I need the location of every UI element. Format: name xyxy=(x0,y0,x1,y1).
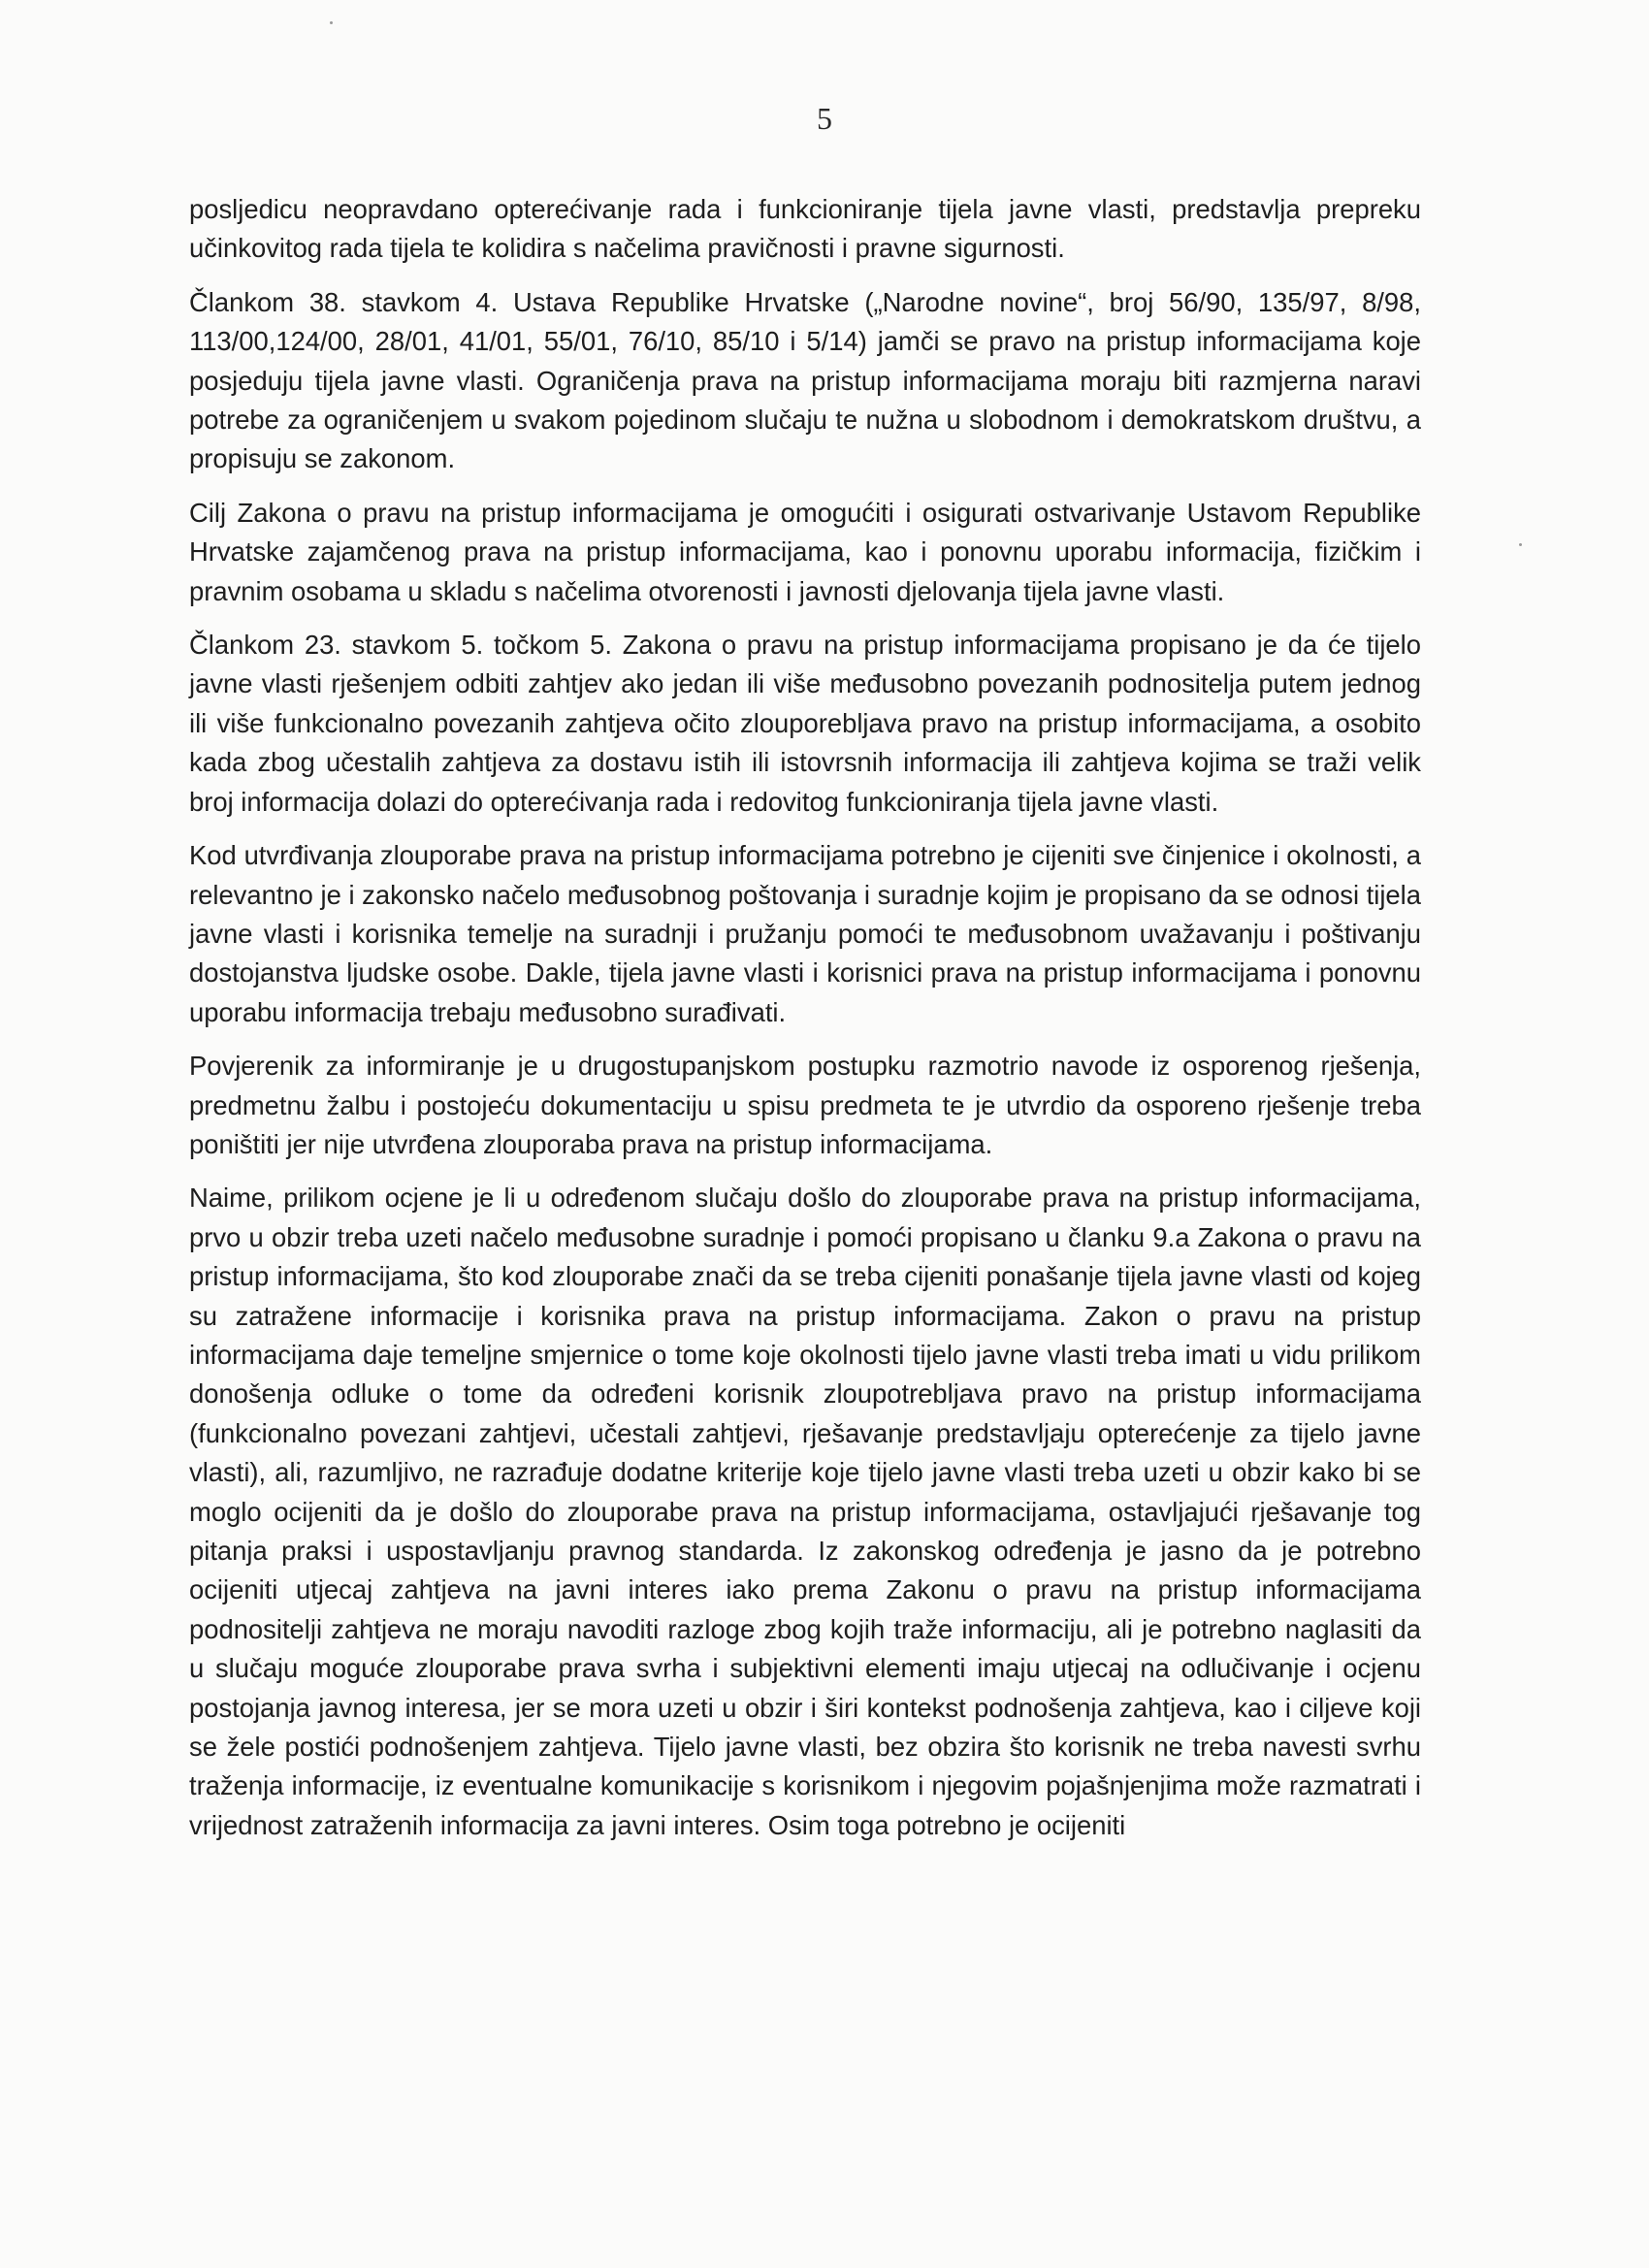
paragraph-7: Naime, prilikom ocjene je li u određenom slučaju došlo do zlouporabe prava na pristup informacijama, prvo u obzir treba uzeti načelo međusobne suradnje i pomoći propisano u članku 9.a Zakona o pravu na pristup informacijama, što kod zlouporabe znači da se treba cijeniti ponašanje tijela javne vlasti od kojeg su zatražene informacije i korisnika prava na pristup informacijama. Zakon o pravu na pristup informacijama daje temeljne smjernice o tome koje okolnosti tijelo javne vlasti treba imati u vidu prilikom donošenja odluke o tome da određeni korisnik zloupotrebljava pravo na pristup informacijama (funkcionalno povezani zahtjevi, učestali zahtjevi, rješavanje predstavljaju opterećenje za tijelo javne vlasti), ali, razumljivo, ne razrađuje dodatne kriterije koje tijelo javne vlasti treba uzeti u obzir kako bi se moglo ocijeniti da je došlo do zlouporabe prava na pristup informacijama, ostavljajući rješavanje tog pitanja praksi i uspostavljanju pravnog standarda. Iz zakonskog određenja je jasno da je potrebno ocijeniti utjecaj zahtjeva na javni interes iako prema Zakonu o pravu na pristup informacijama podnositelji zahtjeva ne moraju navoditi razloge zbog kojih traže informaciju, ali je potrebno naglasiti da u slučaju moguće zlouporabe prava svrha i subjektivni elementi imaju utjecaj na odlučivanje i ocjenu postojanja javnog interesa, jer se mora uzeti u obzir i širi kontekst podnošenja zahtjeva, kao i ciljeve koji se žele postići podnošenjem zahtjeva. Tijelo javne vlasti, bez obzira što korisnik ne treba navesti svrhu traženja informacije, iz eventualne komunikacije s korisnikom i njegovim pojašnjenjima može razmatrati i vrijednost zatraženih informacija za javni interes. Osim toga potrebno je ocijeniti xyxy=(189,1183,1421,1840)
scan-speck xyxy=(1519,543,1522,546)
paragraph-3: Cilj Zakona o pravu na pristup informacijama je omogućiti i osigurati ostvarivanje Ustavom Republike Hrvatske zajamčenog prava na pristup informacijama, kao i ponovnu uporabu informacija, fizičkim i pravnim osobama u skladu s načelima otvorenosti i javnosti djelovanja tijela javne vlasti. xyxy=(189,497,1421,606)
document-body xyxy=(189,190,1421,1845)
paragraph-4: Člankom 23. stavkom 5. točkom 5. Zakona o pravu na pristup informacijama propisano je da će tijelo javne vlasti rješenjem odbiti zahtjev ako jedan ili više međusobno povezanih podnositelja putem jednog ili više funkcionalno povezanih zahtjeva očito zlouporebljava pravo na pristup informacijama, a osobito kada zbog učestalih zahtjeva za dostavu istih ili istovrsnih informacija ili zahtjeva kojima se traži velik broj informacija dolazi do opterećivanja rada i redovitog funkcioniranja tijela javne vlasti. xyxy=(189,630,1421,817)
paragraph-2: Člankom 38. stavkom 4. Ustava Republike Hrvatske („Narodne novine“, broj 56/90, 135/97, 8/98, 113/00,124/00, 28/01, 41/01, 55/01, 76/10, 85/10 i 5/14) jamči se pravo na pristup informacijama koje posjeduju tijela javne vlasti. Ograničenja prava na pristup informacijama moraju biti razmjerna naravi potrebe za ograničenjem u svakom pojedinom slučaju te nužna u slobodnom i demokratskom društvu, a propisuju se zakonom. xyxy=(189,286,1421,474)
page-number: 5 xyxy=(817,101,832,136)
paragraph-6: Povjerenik za informiranje je u drugostupanjskom postupku razmotrio navode iz osporenog rješenja, predmetnu žalbu i postojeću dokumentaciju u spisu predmeta te je utvrdio da osporeno rješenje treba poništiti jer nije utvrđena zlouporaba prava na pristup informacijama. xyxy=(189,1051,1421,1159)
paragraph-5: Kod utvrđivanja zlouporabe prava na pristup informacijama potrebno je cijeniti sve činjenice i okolnosti, a relevantno je i zakonsko načelo međusobnog poštovanja i suradnje kojim je propisano da se odnosi tijela javne vlasti i korisnika temelje na suradnji i pružanju pomoći te međusobnom uvažavanju i poštivanju dostojanstva ljudske osobe. Dakle, tijela javne vlasti i korisnici prava na pristup informacijama i ponovnu uporabu informacija trebaju međusobno surađivati. xyxy=(189,840,1421,1027)
scan-speck xyxy=(330,21,333,24)
paragraph-1: posljedicu neopravdano opterećivanje rada i funkcioniranje tijela javne vlasti, predstavlja prepreku učinkovitog rada tijela te kolidira s načelima pravičnosti i pravne sigurnosti. xyxy=(189,194,1421,264)
